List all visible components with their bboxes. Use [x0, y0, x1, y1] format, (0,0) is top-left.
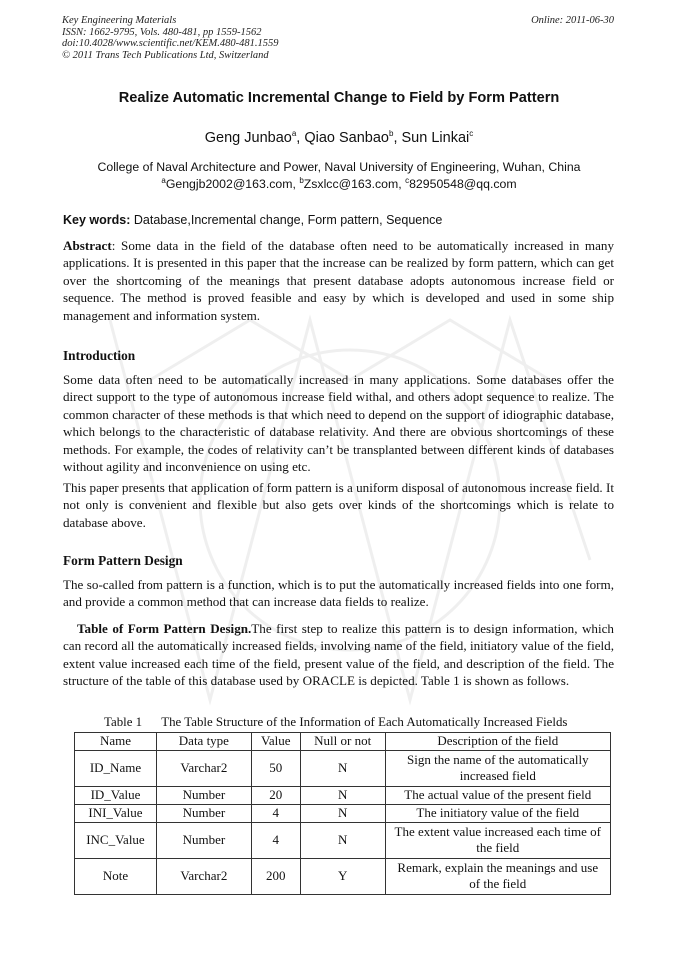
- table-row: [75, 858, 611, 894]
- author-list: [0, 130, 678, 146]
- author-name: Sun Linkai: [401, 130, 470, 146]
- table-header-row: [75, 733, 611, 751]
- table-design-label: Table of Form Pattern Design.: [77, 621, 252, 636]
- author-name: Geng Junbao: [204, 130, 292, 146]
- table-cell: N: [300, 822, 385, 858]
- email-address: 82950548@qq.com: [409, 177, 517, 191]
- email-sup: b: [299, 175, 304, 185]
- introduction-heading: Introduction: [63, 348, 136, 363]
- form-pattern-paragraph-1: The so-called from pattern is a function, which is to put the automatically increased fields into one form, and provide a common method that can increase data fields to realize.: [63, 577, 614, 610]
- table-cell: N: [300, 804, 385, 822]
- author-name: Qiao Sanbao: [304, 130, 389, 146]
- email-separator: ,: [398, 177, 406, 191]
- table-row: [75, 822, 611, 858]
- header-cell: Data type: [156, 733, 251, 751]
- introduction-paragraph-1: Some data often need to be automatically increased in many applications. Some databases offer the direct support to the type of autonomous increase field withal, and others adopt sequence to realize. The common character of these methods is that which need to depend on the support of idiographic database, which belongs to the characteristic of database relativity. And there are obvious shortcomings of these methods. For example, the codes of relativity can’t be transplanted between different kinds of databases without agility and inconvenience on using etc.: [63, 372, 614, 475]
- table-cell: ID_Name: [75, 750, 157, 786]
- table-cell: Y: [300, 858, 385, 894]
- table-cell: 4: [251, 804, 300, 822]
- abstract-paragraph: [63, 237, 614, 324]
- doi-line: doi:10.4028/www.scientific.net/KEM.480-481.1559: [62, 38, 279, 49]
- email-separator: ,: [292, 177, 300, 191]
- email-sup: c: [405, 175, 410, 185]
- author-sup: a: [291, 129, 297, 139]
- table-cell: INI_Value: [75, 804, 157, 822]
- table-cell: ID_Value: [75, 786, 157, 804]
- table-cell: 4: [251, 822, 300, 858]
- table-row: [75, 786, 611, 804]
- table-cell: 20: [251, 786, 300, 804]
- table-cell: 50: [251, 750, 300, 786]
- field-structure-table: [74, 732, 611, 895]
- table-row: [75, 804, 611, 822]
- table-row: [75, 750, 611, 786]
- form-pattern-paragraph-2: [63, 620, 614, 690]
- paper-title: Realize Automatic Incremental Change to Field by Form Pattern: [118, 90, 560, 106]
- author-separator: ,: [296, 130, 305, 146]
- email-address: Zsxlcc@163.com: [303, 177, 399, 191]
- author-separator: ,: [393, 130, 402, 146]
- table-cell: 200: [251, 858, 300, 894]
- form-pattern-heading: Form Pattern Design: [63, 553, 183, 568]
- introduction-paragraph-2: This paper presents that application of form pattern is a uniform disposal of autonomous increase field. It not only is convenient and flexible but also gets over kinds of the shortcomings which is relate to database above.: [63, 480, 614, 530]
- author-sup: b: [389, 129, 394, 139]
- table-cell: The initiatory value of the field: [385, 804, 610, 822]
- table-cell: N: [300, 750, 385, 786]
- journal-name: Key Engineering Materials: [62, 15, 177, 26]
- table-cell: INC_Value: [75, 822, 157, 858]
- table-cell: Number: [156, 822, 251, 858]
- keywords-line: [63, 213, 442, 227]
- table-cell: Varchar2: [156, 858, 251, 894]
- journal-header: [62, 15, 279, 61]
- table-caption: Table 1 The Table Structure of the Information of Each Automatically Increased Fields: [104, 715, 568, 729]
- header-cell: Description of the field: [385, 733, 610, 751]
- abstract-label: Abstract: [63, 238, 112, 253]
- table-cell: The actual value of the present field: [385, 786, 610, 804]
- copyright-line: © 2011 Trans Tech Publications Ltd, Switzerland: [62, 49, 269, 61]
- table-cell: The extent value increased each time of the field: [385, 822, 610, 858]
- online-date: Online: 2011-06-30: [531, 15, 614, 26]
- header-cell: Null or not: [300, 733, 385, 751]
- header-cell: Value: [251, 733, 300, 751]
- email-sup: a: [161, 175, 166, 185]
- author-sup: c: [469, 129, 474, 139]
- table-cell: Sign the name of the automatically increased field: [385, 750, 610, 786]
- table-cell: Number: [156, 804, 251, 822]
- table-cell: Remark, explain the meanings and use of the field: [385, 858, 610, 894]
- affiliation: College of Naval Architecture and Power, Naval University of Engineering, Wuhan, China: [97, 160, 581, 174]
- issn-line: ISSN: 1662-9795, Vols. 480-481, pp 1559-1562: [62, 26, 262, 38]
- header-cell: Name: [75, 733, 157, 751]
- keywords-text: Database,Incremental change, Form pattern, Sequence: [130, 213, 443, 227]
- email-list: [0, 177, 678, 191]
- table-cell: N: [300, 786, 385, 804]
- email-address: Gengjb2002@163.com: [165, 177, 293, 191]
- table-cell: Varchar2: [156, 750, 251, 786]
- abstract-text: : Some data in the field of the database often need to be automatically increased in many applications. It is presented in this paper that the increase can be realized by form pattern, which can get over the shortcoming of the meanings that present database adopts autonomous increase field or sequence. The method is proved feasible and easy by which is developed and used in some ship management and information system.: [63, 238, 614, 323]
- table-design-text: The first step to realize this pattern is to design information, which can record all the automatically increased fields, involving name of the field, initiatory value of the field, extent value increased each time of the field, present value of the field, and description of the field. The structure of the table of this database used by ORACLE is depicted. Table 1 is shown as follows.: [63, 621, 614, 689]
- table-cell: Note: [75, 858, 157, 894]
- keywords-label: Key words:: [63, 213, 131, 227]
- table-cell: Number: [156, 786, 251, 804]
